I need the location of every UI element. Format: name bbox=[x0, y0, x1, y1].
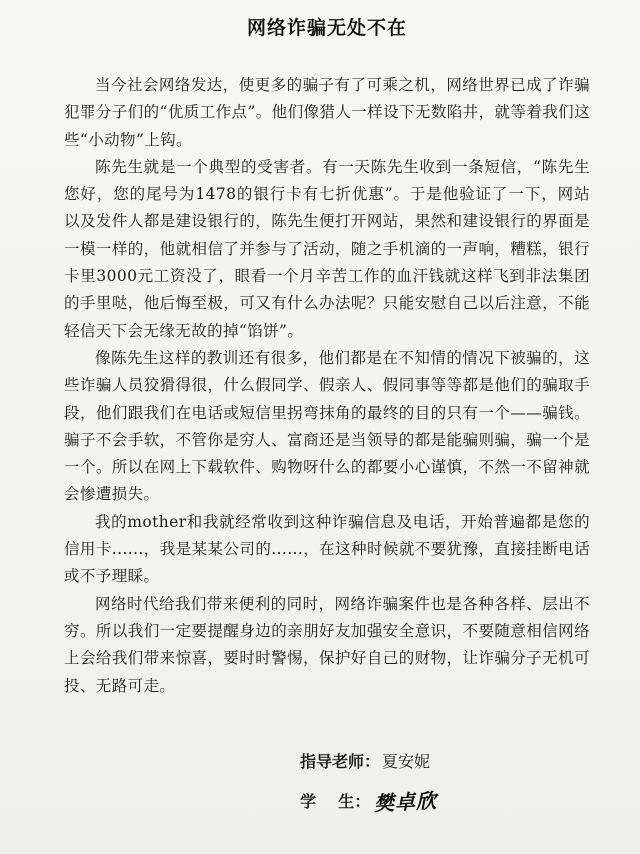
paragraph: 陈先生就是一个典型的受害者。有一天陈先生收到一条短信，“陈先生您好，您的尾号为1478的银行卡有七折优惠”。于是他验证了一下，网站以及发件人都是建设银行的，陈先生便打开网站，果然和建设银行的界面是一模一样的，他就相信了并参与了活动，随之手机滴的一声响，糟糕，银行卡里3000元工资没了，眼看一个月辛苦工作的血汗钱就这样飞到非法集团的手里哒，他后悔至极，可又有什么办法呢？只能安慰自己以后注意，不能轻信天下会无缘无故的掉“馅饼”。 bbox=[64, 157, 590, 340]
document-body bbox=[64, 72, 590, 700]
paragraph: 我的mother和我就经常收到这种诈骗信息及电话，开始普遍都是您的信用卡......，我是某某公司的......，在这种时候就不要犹豫，直接挂断电话或不予理睬。 bbox=[64, 512, 590, 586]
signature-block bbox=[300, 742, 437, 822]
document-title: 网络诈骗无处不在 bbox=[246, 17, 407, 39]
student-handwritten-name: 樊卓欣 bbox=[373, 788, 438, 816]
teacher-row bbox=[300, 742, 437, 782]
paragraph: 像陈先生这样的教训还有很多，他们都是在不知情的情况下被骗的，这些诈骗人员狡猾得很，什么假同学、假亲人、假同事等等都是他们的骗取手段，他们跟我们在电话或短信里拐弯抹角的最终的目的只有一个——骗钱。骗子不会手软，不管你是穷人、富商还是当领导的都是能骗则骗，骗一个是一个。所以在网上下载软件、购物呀什么的都要小心谨慎，不然一不留神就会惨遭损失。 bbox=[64, 348, 590, 504]
paragraph: 当今社会网络发达，使更多的骗子有了可乘之机，网络世界已成了诈骗犯罪分子们的“优质工作点”。他们像猎人一样设下无数陷井，就等着我们这些“小动物”上钩。 bbox=[64, 76, 590, 149]
teacher-name: 夏安妮 bbox=[382, 752, 431, 771]
student-label: 学 生： bbox=[300, 792, 371, 811]
student-row bbox=[300, 782, 437, 822]
paragraph: 网络时代给我们带来便利的同时，网络诈骗案件也是各种各样、层出不穷。所以我们一定要提醒身边的亲朋好友加强安全意识，不要随意相信网络上会给我们带来惊喜，要时时警惕，保护好自己的财物，让诈骗分子无机可投、无路可走。 bbox=[64, 594, 590, 695]
teacher-label: 指导老师： bbox=[300, 752, 381, 771]
